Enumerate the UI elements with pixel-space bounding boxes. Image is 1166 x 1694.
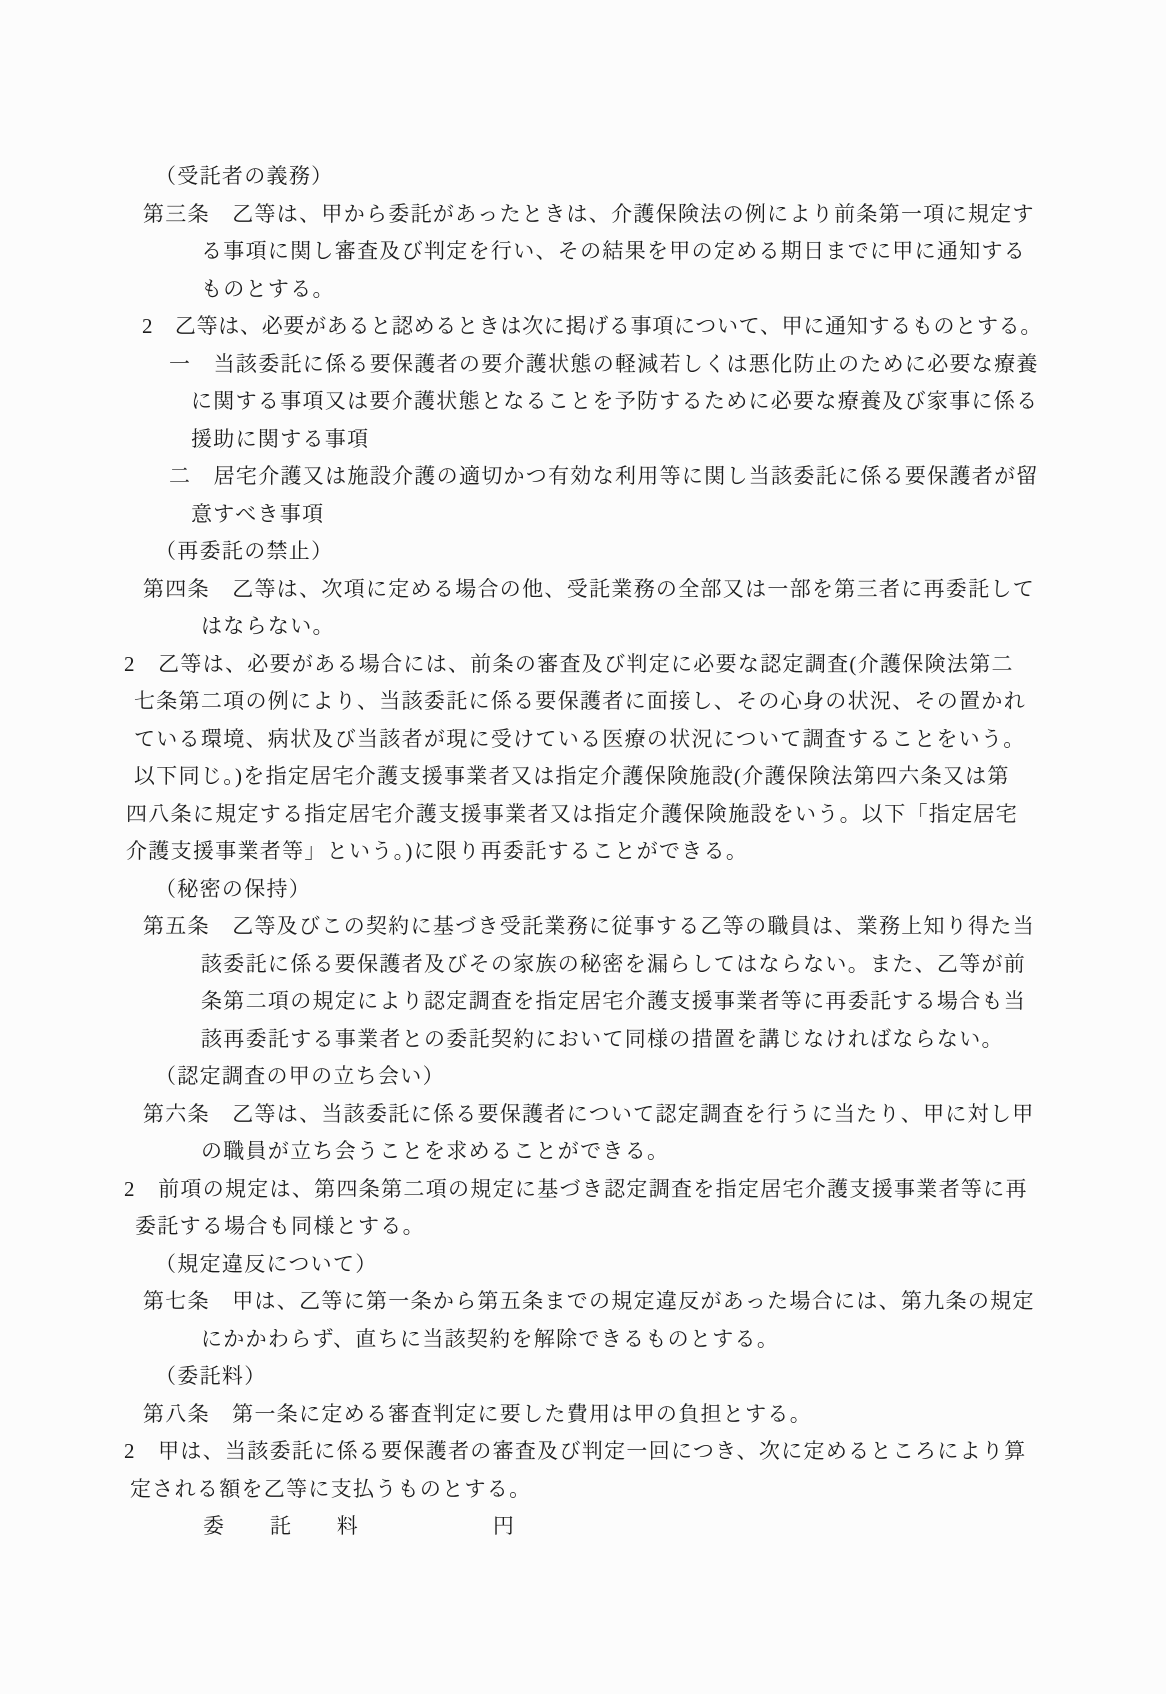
document-line: 2 乙等は、必要があると認めるときは次に掲げる事項について、甲に通知するものとする。 bbox=[142, 314, 1043, 338]
document-line: ている環境、病状及び当該者が現に受けている医療の状況について調査することをいう。 bbox=[134, 726, 1026, 751]
document-line: の職員が立ち会うことを求めることができる。 bbox=[201, 1139, 670, 1163]
document-line: （再委託の禁止） bbox=[155, 539, 334, 563]
document-line: （受託者の義務） bbox=[155, 164, 334, 188]
document-line: 委託する場合も同様とする。 bbox=[135, 1214, 425, 1238]
document-line: 意すべき事項 bbox=[191, 501, 325, 526]
document-line: 以下同じ。)を指定居宅介護支援事業者又は指定介護保険施設(介護保険法第四六条又は第 bbox=[134, 764, 1010, 788]
document-body bbox=[0, 158, 1166, 1546]
document-line: 第六条 乙等は、当該委託に係る要保護者について認定調査を行うに当たり、甲に対し甲 bbox=[143, 1101, 1035, 1126]
document-line: 第五条 乙等及びこの契約に基づき受託業務に従事する乙等の職員は、業務上知り得た当 bbox=[143, 914, 1035, 938]
document-line: 七条第二項の例により、当該委託に係る要保護者に面接し、その心身の状況、その置かれ bbox=[134, 689, 1026, 713]
document-line: 介護支援事業者等」という。)に限り再委託することができる。 bbox=[126, 839, 749, 863]
document-line: 第四条 乙等は、次項に定める場合の他、受託業務の全部又は一部を第三者に再委託して bbox=[143, 576, 1035, 601]
document-line: 四八条に規定する指定居宅介護支援事業者又は指定介護保険施設をいう。以下「指定居宅 bbox=[126, 801, 1018, 826]
document-line: 2 甲は、当該委託に係る要保護者の審査及び判定一回につき、次に定めるところにより算 bbox=[124, 1439, 1027, 1463]
document-line: に関する事項又は要介護状態となることを予防するために必要な療養及び家事に係る bbox=[191, 389, 1039, 413]
document-line: 該委託に係る要保護者及びその家族の秘密を漏らしてはならない。また、乙等が前 bbox=[201, 951, 1027, 976]
document-line: ものとする。 bbox=[201, 276, 335, 301]
document-line: はならない。 bbox=[201, 614, 335, 638]
document-line: （委託料） bbox=[155, 1364, 267, 1388]
document-line: 2 前項の規定は、第四条第二項の規定に基づき認定調査を指定居宅介護支援事業者等に再 bbox=[124, 1176, 1028, 1201]
document-line: る事項に関し審査及び判定を行い、その結果を甲の定める期日までに甲に通知する bbox=[201, 239, 1027, 263]
document-line: 第三条 乙等は、甲から委託があったときは、介護保険法の例により前条第一項に規定す bbox=[143, 201, 1035, 226]
document-line: 定される額を乙等に支払うものとする。 bbox=[130, 1476, 532, 1501]
document-line: にかかわらず、直ちに当該契約を解除できるものとする。 bbox=[201, 1326, 780, 1351]
document-line: 条第二項の規定により認定調査を指定居宅介護支援事業者等に再委託する場合も当 bbox=[201, 989, 1027, 1013]
document-line: 2 乙等は、必要がある場合には、前条の審査及び判定に必要な認定調査(介護保険法第二 bbox=[124, 651, 1014, 676]
document-line: （秘密の保持） bbox=[155, 876, 312, 901]
document-line: 援助に関する事項 bbox=[191, 426, 370, 451]
document-line: （規定違反について） bbox=[155, 1251, 378, 1276]
document-line: 二 居宅介護又は施設介護の適切かつ有効な利用等に関し当該委託に係る要保護者が留 bbox=[169, 464, 1039, 488]
document-line: 委 託 料 円 bbox=[203, 1514, 516, 1538]
document-line: 第七条 甲は、乙等に第一条から第五条までの規定違反があった場合には、第九条の規定 bbox=[143, 1289, 1035, 1313]
document-line: 第八条 第一条に定める審査判定に要した費用は甲の負担とする。 bbox=[143, 1401, 812, 1426]
document-line: （認定調査の甲の立ち会い） bbox=[155, 1064, 445, 1088]
document-line: 一 当該委託に係る要保護者の要介護状態の軽減若しくは悪化防止のために必要な療養 bbox=[169, 351, 1039, 376]
document-line: 該再委託する事業者との委託契約において同様の措置を講じなければならない。 bbox=[201, 1026, 1004, 1051]
